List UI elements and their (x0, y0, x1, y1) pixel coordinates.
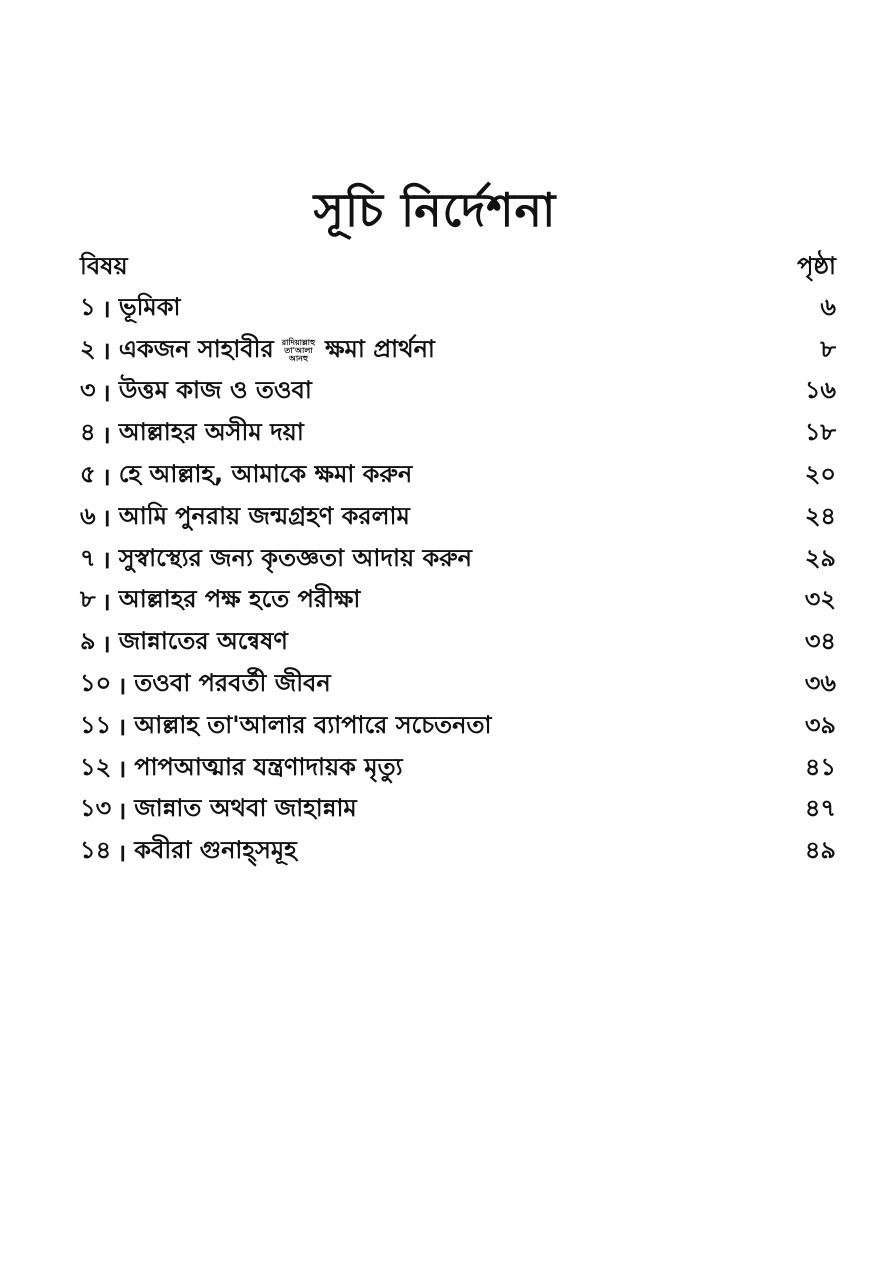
toc-entry-separator: । (101, 337, 111, 366)
toc-entry-title-group (80, 540, 472, 580)
toc-entry-title: জান্নাতের অন্বেষণ (118, 627, 288, 656)
toc-entry-title-group (80, 414, 304, 454)
toc-entry-separator: । (117, 838, 127, 867)
honorific-line: রাদিয়াল্লাহু (281, 337, 316, 347)
toc-entry-title-group (80, 790, 357, 830)
toc-entry-title-group (80, 749, 403, 789)
toc-entry-number: ২ (80, 334, 96, 363)
toc-entry-page-number: ৬ (820, 292, 836, 321)
toc-entry (80, 831, 836, 873)
toc-entry-separator: । (117, 796, 127, 825)
toc-entry-title-group (80, 498, 410, 538)
toc-entry-title-group (80, 456, 412, 496)
toc-entry-number: ৮ (80, 585, 96, 614)
toc-entry (80, 330, 836, 372)
toc-entry-title: আল্লাহর অসীম দয়া (118, 418, 304, 447)
page-title: সূচি নির্দেশনা (313, 183, 557, 237)
toc-entry-page-number: ২৯ (804, 543, 836, 572)
toc-entry-title: আমি পুনরায় জন্মগ্রহণ করলাম (118, 501, 410, 530)
toc-entry-title-group (80, 623, 288, 663)
toc-entry-title: ভূমিকা (118, 292, 181, 321)
toc-entry-number: ১ (80, 292, 96, 321)
table-of-contents (80, 288, 836, 873)
toc-entry-number: ১০ (80, 669, 112, 698)
honorific-line: তা'আলা (284, 345, 313, 355)
toc-entry-number: ১৪ (80, 836, 112, 865)
toc-entry-separator: । (117, 671, 127, 700)
toc-entry (80, 288, 836, 330)
subject-column-label: বিষয় (80, 252, 128, 280)
toc-entry-separator: । (101, 378, 111, 407)
toc-entry-number: ১১ (80, 710, 112, 739)
toc-entry-separator: । (101, 295, 111, 324)
toc-entry-title-continued: ক্ষমা প্রার্থনা (325, 334, 435, 363)
toc-entry-page-number: ১৮ (804, 418, 836, 447)
toc-entry-separator: । (101, 462, 111, 491)
toc-entry-page-number: ৮ (820, 334, 836, 363)
page-column-label: পৃষ্ঠা (797, 252, 836, 280)
toc-entry-title-group (80, 331, 435, 371)
toc-entry-title: আল্লাহর পক্ষ হতে পরীক্ষা (118, 585, 361, 614)
toc-entry-title: হে আল্লাহ, আমাকে ক্ষমা করুন (118, 460, 413, 489)
toc-entry (80, 372, 836, 414)
toc-entry-number: ৯ (80, 627, 96, 656)
toc-entry-title: জান্নাত অথবা জাহান্নাম (134, 794, 357, 823)
toc-entry-separator: । (117, 755, 127, 784)
toc-entry (80, 539, 836, 581)
toc-entry-page-number: ৪১ (804, 752, 836, 781)
toc-entry-number: ১২ (80, 752, 112, 781)
toc-entry-number: ১৩ (80, 794, 112, 823)
toc-entry-separator: । (117, 713, 127, 742)
toc-entry (80, 413, 836, 455)
toc-entry-page-number: ৪৯ (804, 836, 836, 865)
toc-entry-page-number: ৩৬ (804, 669, 836, 698)
toc-entry-number: ৪ (80, 418, 96, 447)
toc-entry-page-number: ৩৯ (804, 710, 836, 739)
toc-entry-number: ৫ (80, 460, 96, 489)
toc-entry (80, 706, 836, 748)
toc-entry (80, 455, 836, 497)
toc-entry-page-number: ২৪ (804, 501, 836, 530)
honorific-line: আনহু (288, 353, 309, 363)
toc-entry-title: কবীরা গুনাহ্সমূহ (134, 836, 297, 865)
toc-entry-separator: । (101, 420, 111, 449)
toc-entry-title-group (80, 289, 181, 329)
toc-entry-number: ৬ (80, 501, 96, 530)
toc-entry-page-number: ১৬ (804, 376, 836, 405)
toc-entry-number: ৭ (80, 543, 96, 572)
toc-entry-page-number: ৩২ (804, 585, 836, 614)
toc-entry-title: আল্লাহ তা'আলার ব্যাপারে সচেতনতা (134, 710, 492, 739)
toc-entry-title-group (80, 581, 360, 621)
toc-entry (80, 622, 836, 664)
toc-entry-page-number: ২০ (804, 460, 836, 489)
toc-entry (80, 748, 836, 790)
toc-entry (80, 581, 836, 623)
toc-entry-title: সুস্বাস্থ্যের জন্য কৃতজ্ঞতা আদায় করুন (118, 543, 472, 572)
toc-entry-title-group (80, 372, 312, 412)
toc-entry-title: পাপআত্মার যন্ত্রণাদায়ক মৃত্যু (134, 752, 403, 781)
toc-entry (80, 664, 836, 706)
toc-entry-separator: । (101, 587, 111, 616)
honorific-ligature (282, 339, 315, 363)
toc-entry-number: ৩ (80, 376, 96, 405)
toc-header (80, 250, 836, 286)
toc-entry-title-group (80, 665, 331, 705)
toc-entry (80, 497, 836, 539)
toc-entry-title-group (80, 707, 491, 747)
toc-entry-page-number: ৪৭ (804, 794, 836, 823)
toc-entry-separator: । (101, 546, 111, 575)
toc-entry-title-group (80, 832, 297, 872)
toc-entry-title: তওবা পরবর্তী জীবন (134, 669, 331, 698)
toc-entry (80, 790, 836, 832)
toc-entry-page-number: ৩৪ (804, 627, 836, 656)
toc-entry-separator: । (101, 629, 111, 658)
toc-entry-separator: । (101, 504, 111, 533)
toc-entry-title: একজন সাহাবীর (118, 334, 274, 363)
toc-entry-title: উত্তম কাজ ও তওবা (118, 376, 312, 405)
